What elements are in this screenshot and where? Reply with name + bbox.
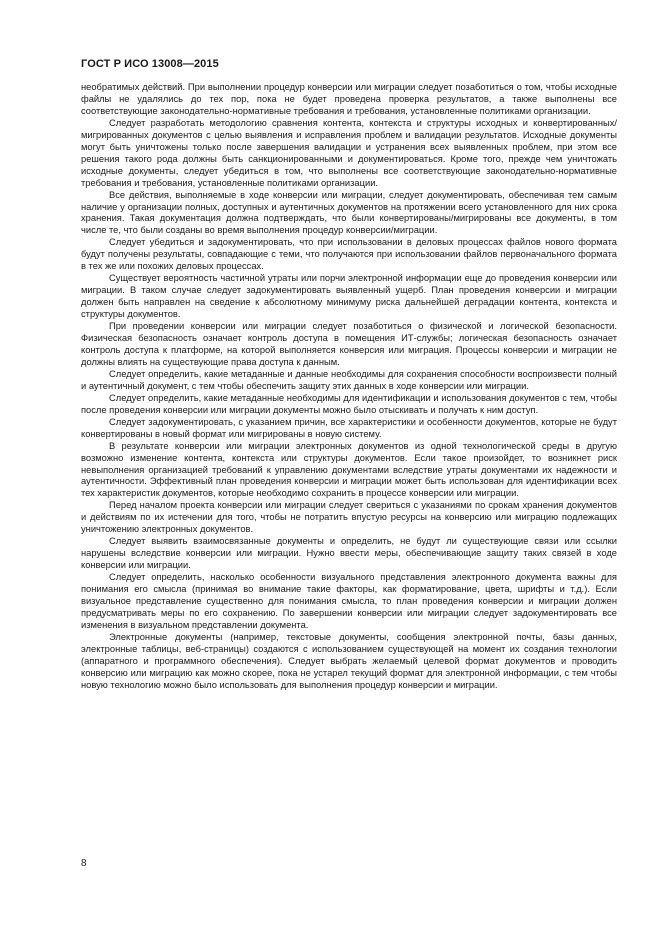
paragraph: Следует определить, какие метаданные необходимы для идентификации и использования документов с тем, чтобы после проведения конверсии или миграции документы можно было отыскивать и получать к ним доступ.: [81, 392, 617, 415]
paragraph: Перед началом проекта конверсии или миграции следует свериться с указаниями по срокам хранения документов и действиям по их истечении для того, чтобы не потратить впустую ресурсы на конверсию или миграцию подлежащих уничтожению электронных документов.: [81, 500, 617, 535]
paragraph: Следует определить, насколько особенности визуального представления электронного документа важны для понимания его смысла (принимая во внимание такие факторы, как форматирование, цвета, шрифты и т.д.). Если визуальное представление существенно для понимания смысла, то план проведения конверсии и миграции должен предусматривать меры по его сохранению. По завершении конверсии или миграции следует задокументировать все изменения в визуальном представлении документа.: [81, 572, 617, 630]
paragraph: Электронные документы (например, текстовые документы, сообщения электронной почты, базы данных, электронные таблицы, веб-страницы) создаются с использованием существующей на момент их создания технологии (аппаратного и программного обеспечения). Следует выбрать желаемый целевой формат документов и проводить конверсию или миграцию как можно скорее, пока не устарел текущий формат для электронной информации, с тем чтобы новую технологию можно было использовать для выполнения процедур конверсии и миграции.: [81, 631, 617, 690]
paragraph: Следует убедиться и задокументировать, что при использовании в деловых процессах файлов нового формата будут получены результаты, совпадающие с теми, что получаются при использовании файлов первоначального формата в тех же или похожих деловых процессах.: [81, 237, 617, 272]
page-number: 8: [81, 858, 87, 869]
paragraph: Следует выявить взаимосвязанные документы и определить, не будут ли существующие связи или ссылки нарушены вследствие конверсии или миграции. Нужно ввести меры, обеспечивающие защиту таких связей в ходе конверсии или миграции.: [81, 536, 617, 571]
paragraph: Следует задокументировать, с указанием причин, все характеристики и особенности документов, которые не будут конвертированы в новый формат или мигрированы в новую систему.: [81, 416, 617, 439]
paragraph: При проведении конверсии или миграции следует позаботиться о физической и логической безопасности. Физическая безопасность означает контроль доступа в помещения ИТ-службы; логическая безопасность означает контроль доступа к платформе, на которой выполняется конверсия или миграция. Процессы конверсии и миграции не должны влиять на существующие права доступа к данным.: [81, 321, 617, 367]
paragraph: Следует разработать методологию сравнения контента, контекста и структуры исходных и конвертированных/мигрированных документов с целью выявления и исправления проблем и валидации результатов. Исходные документы могут быть уничтожены только после завершения валидации и устранения всех выявленных проблем, при этом все решения такого рода должны быть санкционированными и документироваться. Кроме того, прежде чем уничтожать исходные документы, следует убедиться в том, что выполнены все соответствующие законодательно-нормативные требования и требования, установленные политиками организации.: [81, 117, 617, 188]
paragraph: В результате конверсии или миграции электронных документов из одной технологической среды в другую возможно изменение контента, контекста или структуры документов. Если такое произойдет, то возникнет риск невыполнения организацией требований к управлению документами вследствие утраты документами их надежности и аутентичности. Эффективный план проведения конверсии и миграции может быть использован для идентификации всех тех характеристик документов, которые необходимо сохранить в процессе конверсии или миграции.: [81, 440, 617, 499]
paragraph-continuation: необратимых действий. При выполнении процедур конверсии или миграции следует позаботиться о том, чтобы исходные файлы не удалялись до тех пор, пока не будет проведена проверка результатов, а также выполнены все соответствующие законодательно-нормативные требования и требования, установленные политиками организации.: [81, 82, 617, 116]
document-header: ГОСТ Р ИСО 13008—2015: [81, 58, 219, 70]
paragraph: Все действия, выполняемые в ходе конверсии или миграции, следует документировать, обеспечивая тем самым наличие у организации полных, доступных и аутентичных документов на протяжении всего установленного для них срока хранения. Такая документация должна подтверждать, что были конвертированы/мигрированы все документы, в том числе те, что были созданы во время выполнения процедур конверсии/миграции.: [81, 189, 617, 236]
paragraph: Следует определить, какие метаданные и данные необходимы для сохранения способности воспроизвести полный и аутентичный документ, с тем чтобы обеспечить защиту этих данных в ходе конверсии или миграции.: [81, 368, 617, 391]
document-body: [81, 82, 617, 692]
paragraph: Существует вероятность частичной утраты или порчи электронной информации еще до проведения конверсии или миграции. В таком случае следует задокументировать выявленный ущерб. План проведения конверсии и миграции должен быть направлен на сведение к абсолютному минимуму риска дальнейшей деградации контента, контекста и структуры документов.: [81, 273, 617, 320]
